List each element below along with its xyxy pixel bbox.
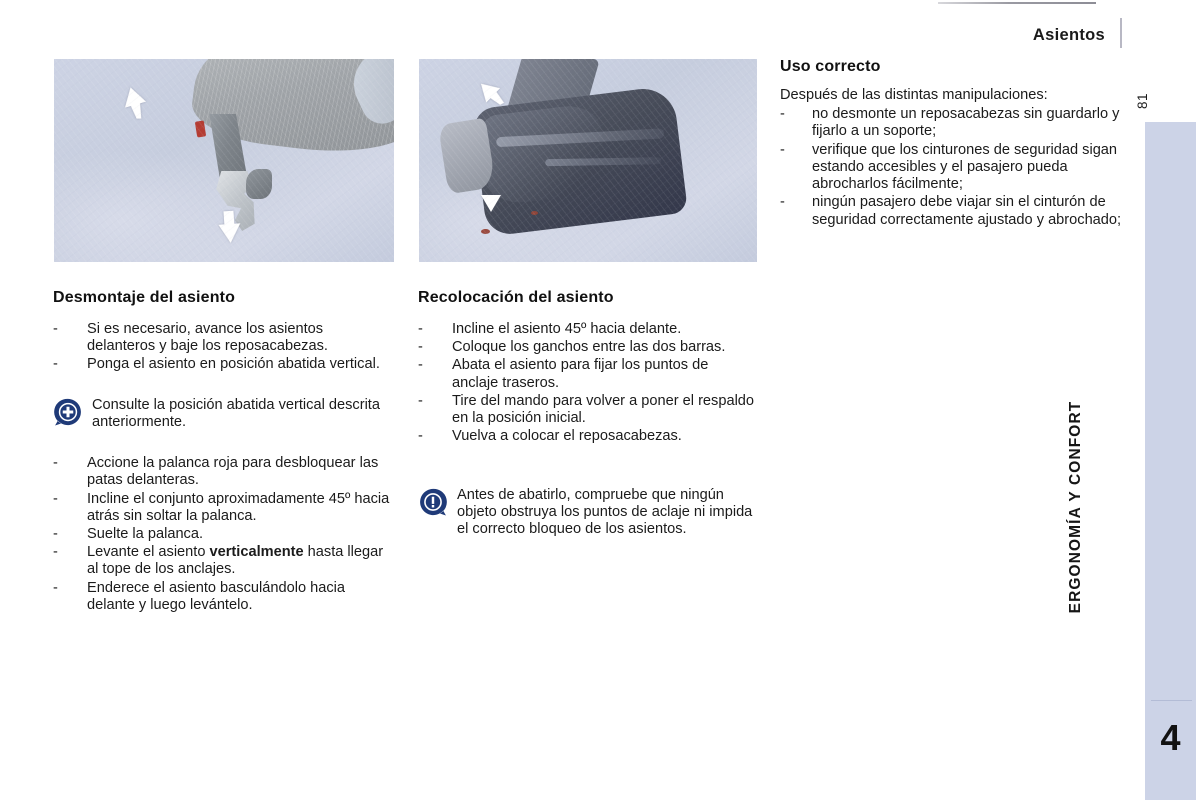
- warning-note-text: Antes de abatirlo, compruebe que ningún objeto obstruya los puntos de aclaje ni impida el correcto bloqueo de los asientos.: [457, 486, 753, 537]
- list-item-text: Ponga el asiento en posición abatida vertical.: [87, 356, 380, 373]
- dash-bullet: -: [780, 106, 785, 123]
- list-item-text: Tire del mando para volver a poner el respaldo en la posición inicial.: [452, 392, 755, 427]
- list-item-text: no desmonte un reposacabezas sin guardarlo y fijarlo a un soporte;: [812, 106, 1120, 140]
- dash-bullet: -: [53, 579, 58, 596]
- photo-grain: [419, 59, 757, 262]
- list-item-text: Vuelva a colocar el reposacabezas.: [452, 428, 682, 445]
- list-item-text: Abata el asiento para fijar los puntos de anclaje traseros.: [452, 357, 709, 391]
- list-item: [418, 393, 758, 427]
- info-plus-icon: [53, 397, 83, 427]
- intro-paragraph: Después de las distintas manipulaciones:: [780, 87, 1048, 103]
- list-item: [418, 339, 758, 356]
- section-title-desmontaje: Desmontaje del asiento: [53, 289, 236, 306]
- list-item-text-after: hasta llegar al tope de los anclajes.: [87, 544, 384, 578]
- header-rule: [938, 2, 1096, 4]
- dash-bullet: -: [418, 339, 423, 356]
- steps-list-desmontaje-continued: [53, 455, 395, 614]
- dash-bullet: -: [53, 321, 58, 337]
- list-item: [53, 455, 395, 489]
- page-title: Asientos: [1032, 26, 1105, 44]
- dash-bullet: -: [780, 194, 785, 211]
- dash-bullet: -: [53, 455, 58, 472]
- dash-bullet: -: [418, 392, 423, 409]
- list-item: [53, 580, 395, 614]
- column-right: [780, 58, 1125, 230]
- steps-list-uso-correcto: [780, 106, 1125, 229]
- photo-seat-leg-hook: [53, 58, 395, 263]
- list-item: [53, 526, 395, 543]
- list-item: [53, 491, 395, 525]
- list-item-text-bold: verticalmente: [209, 544, 304, 561]
- dash-bullet: -: [53, 544, 58, 561]
- chapter-tab-divider: [1151, 700, 1192, 701]
- list-item-text: Suelte la palanca.: [87, 525, 204, 542]
- steps-list-recolocacion: [418, 321, 758, 446]
- list-item-text: Accione la palanca roja para desbloquear las patas delanteras.: [87, 455, 379, 489]
- list-item: [53, 321, 395, 355]
- list-item: [418, 357, 758, 391]
- list-item-text-before: Levante el asiento: [87, 544, 210, 561]
- section-title-uso-correcto: Uso correcto: [780, 58, 881, 75]
- list-item-text: Si es necesario, avance los asientos delanteros y baje los reposacabezas.: [87, 321, 328, 355]
- list-item-text: ningún pasajero debe viajar sin el cinturón de seguridad correctamente ajustado y abrochado;: [812, 194, 1122, 228]
- list-item-text: verifique que los cinturones de seguridad sigan estando accesibles y el pasajero pueda abrocharlos fácilmente;: [812, 141, 1118, 193]
- column-left: [53, 58, 395, 615]
- photo-seat-folding: [418, 58, 758, 263]
- chapter-tab: [1067, 122, 1196, 800]
- dash-bullet: -: [418, 321, 423, 337]
- list-item: [780, 106, 1125, 140]
- page-number: 81: [1134, 92, 1150, 110]
- list-item: [780, 142, 1125, 194]
- chapter-tab-label: ERGONOMÍA Y CONFORT: [1067, 400, 1084, 614]
- dash-bullet: -: [53, 356, 58, 373]
- dash-bullet: -: [53, 490, 58, 507]
- warning-note-block: [418, 486, 758, 539]
- list-spacer: [53, 431, 395, 455]
- warning-exclamation-icon: [418, 487, 448, 517]
- chapter-number: 4: [1160, 717, 1181, 758]
- list-item: [53, 356, 395, 373]
- list-item: [418, 321, 758, 338]
- dash-bullet: -: [780, 141, 785, 158]
- list-item: [418, 428, 758, 445]
- header-divider: [1120, 18, 1122, 48]
- list-item-text: Enderece el asiento basculándolo hacia delante y luego levántelo.: [87, 579, 346, 613]
- steps-list-desmontaje: [53, 321, 395, 374]
- dash-bullet: -: [418, 357, 423, 374]
- list-item: [780, 194, 1125, 228]
- info-note-block: [53, 396, 395, 431]
- dash-bullet: -: [418, 428, 423, 445]
- photo-grain: [54, 59, 394, 262]
- section-title-recolocacion: Recolocación del asiento: [418, 289, 614, 306]
- dash-bullet: -: [53, 525, 58, 542]
- column-middle: [418, 58, 758, 538]
- info-note-text: Consulte la posición abatida vertical descrita anteriormente.: [92, 396, 380, 430]
- list-item-text: Coloque los ganchos entre las dos barras.: [452, 339, 726, 356]
- list-item-text: Incline el asiento 45º hacia delante.: [452, 321, 682, 337]
- list-item: [53, 544, 395, 578]
- list-item-text: Incline el conjunto aproximadamente 45º hacia atrás sin soltar la palanca.: [87, 490, 390, 524]
